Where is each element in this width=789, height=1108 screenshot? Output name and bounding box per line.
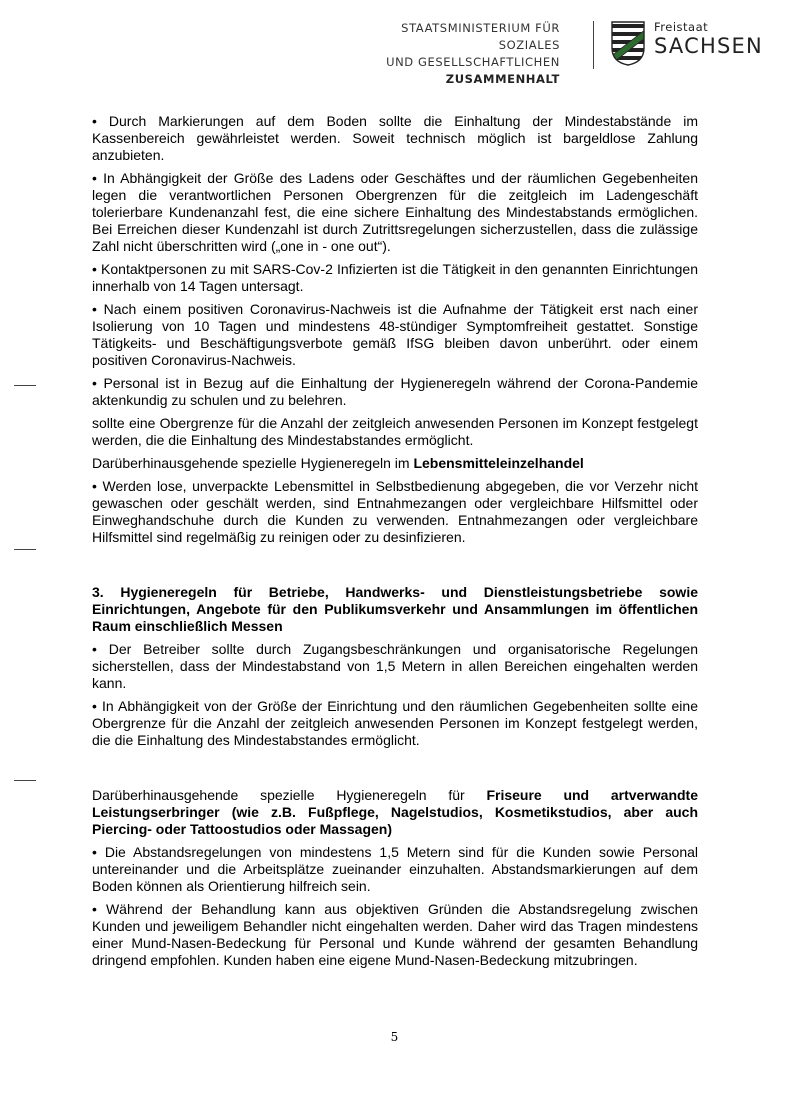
state-large-text: SACHSEN xyxy=(654,34,763,58)
paragraph-13: • Während der Behandlung kann aus objektiven Gründen die Abstandsregelung zwischen Kunden und jeweiligem Behandler nicht eingehalten werden. Daher wird das Tragen mindestens einer Mund-Nasen-Bedeckung für Personal und Kunde während der gesamten Behandlung dringend empfohlen. Kunden haben eine eigene Mund-Nasen-Bedeckung mitzubringen. xyxy=(92,901,698,968)
page-number: 5 xyxy=(390,1030,399,1044)
state-logo xyxy=(654,20,763,58)
paragraph-5: • Personal ist in Bezug auf die Einhaltung der Hygieneregeln während der Corona-Pandemie aktenkundig zu schulen und zu belehren. xyxy=(92,375,698,408)
ministry-name xyxy=(340,20,560,88)
paragraph-9: • Der Betreiber sollte durch Zugangsbeschränkungen und organisatorische Regelungen sicherstellen, dass der Mindestabstand von 1,5 Metern in allen Bereichen eingehalten werden kann. xyxy=(92,641,698,691)
paragraph-1: • Durch Markierungen auf dem Boden sollte die Einhaltung der Mindestabstände im Kassenbereich gewährleistet werden. Soweit technisch möglich ist bargeldlose Zahlung anzubieten. xyxy=(92,113,698,163)
margin-mark xyxy=(14,549,36,550)
paragraph-3: • Kontaktpersonen zu mit SARS-Cov-2 Infizierten ist die Tätigkeit in den genannten Einrichtungen innerhalb von 14 Tagen untersagt. xyxy=(92,261,698,294)
ministry-line-3: ZUSAMMENHALT xyxy=(445,72,560,86)
paragraph-7 xyxy=(92,455,698,472)
section-3-heading-text: 3. Hygieneregeln für Betriebe, Handwerks- und Dienstleistungsbetriebe sowie Einrichtungen, Angebote für den Publikumsverkehr und Ansammlungen im öffentlichen Raum einschließlich Messen xyxy=(92,584,698,634)
paragraph-2: • In Abhängigkeit der Größe des Ladens oder Geschäftes und der räumlichen Gegebenheiten legen die verantwortlichen Personen Obergrenzen für die zeitgleich im Ladengeschäft tolerierbare Kundenanzahl fest, die eine sichere Einhaltung des Mindestabstands ermöglichen. Bei Erreichen dieser Kundenzahl ist durch Zutrittsregelungen sicherzustellen, dass die zulässige Zahl nicht überschritten wird („one in - one out“). xyxy=(92,170,698,254)
paragraph-4: • Nach einem positiven Coronavirus-Nachweis ist die Aufnahme der Tätigkeit erst nach einer Isolierung von 10 Tagen und mindestens 48-stündiger Symptomfreiheit gestattet. Sonstige Tätigkeits- und Beschäftigungsverbote gemäß IfSG bleiben davon unberührt. oder einem positiven Coronavirus-Nachweis. xyxy=(92,301,698,368)
ministry-line-2: UND GESELLSCHAFTLICHEN xyxy=(386,55,560,69)
paragraph-7-prefix: Darüberhinausgehende spezielle Hygieneregeln im xyxy=(92,455,414,471)
paragraph-10: • In Abhängigkeit von der Größe der Einrichtung und den räumlichen Gegebenheiten sollte eine Obergrenze für die Anzahl der zeitgleich anwesenden Personen im Konzept festgelegt werden, die die Einhaltung des Mindestabstandes ermöglicht. xyxy=(92,698,698,748)
state-small-text: Freistaat xyxy=(654,20,709,34)
paragraph-11-prefix: Darüberhinausgehende spezielle Hygieneregeln für xyxy=(92,787,487,803)
ministry-line-1: STAATSMINISTERIUM FÜR SOZIALES xyxy=(401,21,560,52)
paragraph-8: • Werden lose, unverpackte Lebensmittel in Selbstbedienung abgegeben, die vor Verzehr nicht gewaschen oder geschält werden, sind Entnahmezangen oder vergleichbare Hilfsmittel oder Einweghandschuhe durch die Kunden zu verwenden. Entnahmezangen oder vergleichbare Hilfsmittel sind regelmäßig zu reinigen oder zu desinfizieren. xyxy=(92,478,698,545)
paragraph-7-emphasis: Lebensmitteleinzelhandel xyxy=(413,455,584,471)
paragraph-12: • Die Abstandsregelungen von mindestens 1,5 Metern sind für die Kunden sowie Personal untereinander und die Arbeitsplätze zueinander einzuhalten. Abstandsmarkierungen auf dem Boden können als Orientierung hilfreich sein. xyxy=(92,844,698,894)
paragraph-11 xyxy=(92,787,698,838)
margin-mark xyxy=(14,385,36,386)
page-header xyxy=(340,18,770,86)
header-divider xyxy=(593,21,594,69)
paragraph-6: sollte eine Obergrenze für die Anzahl der zeitgleich anwesenden Personen im Konzept festgelegt werden, die die Einhaltung des Mindestabstandes ermöglicht. xyxy=(92,415,698,448)
section-3-heading xyxy=(92,584,698,635)
coat-of-arms-icon xyxy=(610,20,646,66)
document-body xyxy=(92,113,698,969)
margin-mark xyxy=(14,780,36,781)
paragraph-11-emphasis: Friseure und artverwandte Leistungserbringer (wie z.B. Fußpflege, Nagelstudios, Kosmetikstudios, aber auch Piercing- oder Tattoostudios oder Massagen) xyxy=(92,787,699,837)
